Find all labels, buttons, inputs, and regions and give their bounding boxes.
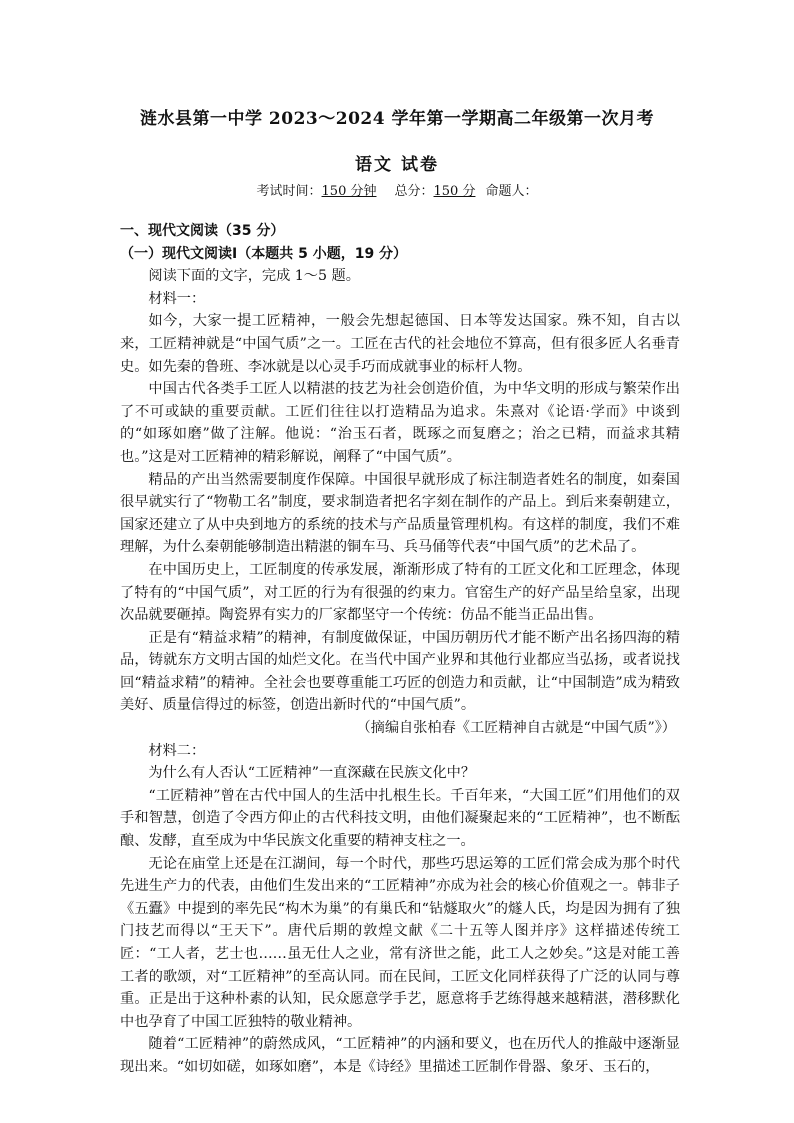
section-heading: 一、现代文阅读（35 分）: [120, 223, 285, 239]
time-value: 150 分钟: [321, 184, 377, 199]
subject-title: 语文 试卷: [355, 155, 439, 175]
material2-paragraph: 随着“工匠精神”的蔚然成风，“工匠精神”的内涵和要义，也在历代人的推敲中逐渐显现出来。“如切如磋，如琢如磨”，本是《诗经》里描述工匠制作骨器、象牙、玉石的，: [120, 1036, 680, 1075]
material1-paragraph: 正是有“精益求精”的精神，有制度做保证，中国历朝历代才能不断产出名扬四海的精品，铸就东方文明古国的灿烂文化。在当代中国产业界和其他行业都应当弘扬，或者说找回“精益求精”的精神。全社会也要尊重能工巧匠的创造力和贡献，让“中国制造”成为精致美好、质量信得过的标签，创造出新时代的“中国气质”。: [120, 629, 680, 714]
instruction-text: 阅读下面的文字，完成 1～5 题。: [148, 268, 360, 285]
time-label: 考试时间：: [256, 184, 322, 199]
exam-title: 涟水县第一中学 2023～2024 学年第一学期高二年级第一次月考: [140, 109, 654, 129]
score-label: 总分：: [394, 184, 434, 199]
material2-label: 材料二：: [148, 742, 206, 759]
exam-meta: [0, 180, 794, 199]
score-value: 150 分: [433, 184, 476, 199]
material1-paragraph: 在中国历史上，工匠制度的传承发展，渐渐形成了特有的工匠文化和工匠理念，体现了特有的“中国气质”，对工匠的行为有很强的约束力。官窑生产的好产品呈给皇家，出现次品就要砸掉。陶瓷界有实力的厂家都坚守一个传统：仿品不能当正品出售。: [120, 561, 680, 624]
material2-paragraph: 无论在庙堂上还是在江湖间，每一个时代，那些巧思运筹的工匠们常会成为那个时代先进生产力的代表，由他们生发出来的“工匠精神”亦成为社会的核心价值观之一。韩非子《五蠹》中提到的率先民“构木为巢”的有巢氏和“钻燧取火”的燧人氏，均是因为拥有了独门技艺而得以“王天下”。唐代后期的敦煌文献《二十五等人图并序》这样描述传统工匠：“工人者，艺士也……虽无仕人之业，常有济世之能，此工人之妙矣。”这是对能工善工者的歌颂，对“工匠精神”的至高认同。而在民间，工匠文化同样获得了广泛的认同与尊重。正是出于这种朴素的认知，民众愿意学手艺，愿意将手艺练得越来越精湛，潜移默化中也孕育了中国工匠独特的敬业精神。: [120, 855, 680, 1030]
material1-paragraph: 如今，大家一提工匠精神，一般会先想起德国、日本等发达国家。殊不知，自古以来，工匠精神就是“中国气质”之一。工匠在古代的社会地位不算高，但有很多匠人名垂青史。如先秦的鲁班、李冰就是以心灵手巧而成就事业的标杆人物。: [120, 313, 680, 375]
material1-paragraph: 精品的产出当然需要制度作保障。中国很早就形成了标注制造者姓名的制度，如秦国很早就实行了“物勒工名”制度，要求制造者把名字刻在制作的产品上。到后来秦朝建立，国家还建立了从中央到地方的系统的技术与产品质量管理机构。有这样的制度，我们不难理解，为什么秦朝能够制造出精湛的铜车马、兵马俑等代表“中国气质”的艺术品了。: [120, 471, 680, 556]
subsection-heading: （一）现代文阅读Ⅰ（本题共 5 小题，19 分）: [120, 245, 408, 262]
reading-section: [120, 220, 680, 1079]
material2-question: 为什么有人否认“工匠精神”一直深藏在民族文化中？: [148, 765, 476, 782]
material1-paragraph: 中国古代各类手工匠人以精湛的技艺为社会创造价值，为中华文明的形成与繁荣作出了不可或缺的重要贡献。工匠们往往以打造精品为追求。朱熹对《论语·学而》中谈到的“如琢如磨”做了注解。他说：“治玉石者，既琢之而复磨之；治之已精，而益求其精也。”这是对工匠精神的精彩解说，阐释了“中国气质”。: [120, 381, 680, 465]
material1-source: （摘编自张柏春《工匠精神自古就是“中国气质”》）: [356, 720, 676, 737]
proposer-label: 命题人：: [485, 184, 538, 199]
material1-label: 材料一：: [148, 290, 206, 307]
material2-paragraph: “工匠精神”曾在古代中国人的生活中扎根生长。千百年来，“大国工匠”们用他们的双手和智慧，创造了令西方仰止的古代科技文明，由他们凝聚起来的“工匠精神”，也不断酝酿、发酵，直至成为中华民族文化重要的精神支柱之一。: [120, 787, 680, 850]
